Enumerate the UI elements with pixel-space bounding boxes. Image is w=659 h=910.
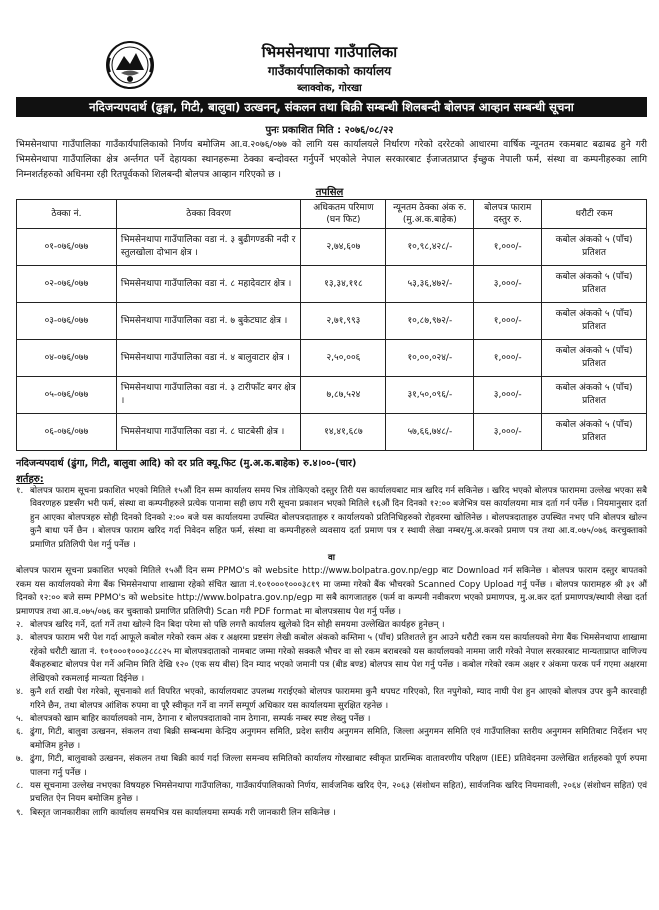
terms-heading: शर्तहरु: — [16, 474, 44, 485]
col-header-min-amount: न्यूनतम ठेक्का अंक रु.(मु.अ.क.बाहेक) — [386, 200, 474, 229]
cell-max-quantity: २,७४,६०७ — [301, 229, 386, 266]
cell-deposit: कबोल अंकको ५ (पाँच) प्रतिशत — [542, 266, 647, 303]
table-row — [17, 414, 647, 451]
cell-max-quantity: २,५०,००६ — [301, 340, 386, 377]
cell-contract-no: ०५-०७६/०७७ — [17, 377, 117, 414]
cell-contract-no: ०६-०७६/०७७ — [17, 414, 117, 451]
cell-deposit: कबोल अंकको ५ (पाँच) प्रतिशत — [542, 414, 647, 451]
table-row — [17, 303, 647, 340]
cell-min-amount: १०,००,०२४/- — [386, 340, 474, 377]
col-header-deposit: धरौटी रकम — [542, 200, 647, 229]
term-item — [16, 713, 647, 726]
term-text: बोलपत्र खरिद गर्ने, दर्ता गर्ने तथा खोल्ने दिन बिदा परेमा सो पछि लगत्तै कार्यालय खुलेको दिन सोही समयमा उल्लेखित कार्यहरु हुनेछन् । — [30, 620, 445, 631]
col-header-max-quantity: अधिकतम परिमाण (घन फिट) — [301, 200, 386, 229]
cell-form-fee: ३,०००/- — [474, 414, 542, 451]
cell-contract-no: ०३-०७६/०७७ — [17, 303, 117, 340]
term-text: बोलपत्र फाराम सूचना प्रकाशित भएको मितिले १५औं दिन सम्म कार्यालय समय भित्र तोकिएको दस्तुर तिरी यस कार्यालयबाट मात्र खरिद गर्न सकिनेछ । खरिद भएको बोलपत्र फाराममा उल्लेख भएका सबै विवरणहरु प्रष्टसँग भरी फर्म, संस्था वा कम्पनीहरुले प्रत्येक पानामा सही छाप गरी सूचना प्रकाशन भएको मितिले १६औं दिन दिनको १२:०० बजेभित्र यस कार्यालयमा मात्र दर्ता गर्न पर्नेछ । नियमानुसार दर्ता हुन आएका बोलपत्रहरु सोही दिनको दिनको २:०० बजे यस कार्यालयमा उपस्थित बोलपत्रदाताहरु र कार्यालयको प्रतिनिधिहरुको रोहवरमा खोलिनेछ । बोलपत्रदाताहरु उपस्थित नभए पनि बोलपत्र खोल्न कुनै बाधा पर्ने छैन । बोलपत्र फाराम खरिद गर्दा निवेदन सहित फर्म, संस्था वा कम्पनीहरुले व्यवसाय दर्ता प्रमाण पत्र र स्थायी लेखा नम्बर/मु.अ.करको प्रमाण पत्र तथा आ.व.०७५/०७६ करचुक्ताको प्रमाणित प्रतिलिपी पेश गर्नु पर्नेछ । — [30, 486, 647, 550]
office-name: गाउँकार्यपालिकाको कार्यालय — [267, 64, 392, 78]
term-number: ३. — [16, 633, 24, 644]
cell-max-quantity: २,७१,९९३ — [301, 303, 386, 340]
cell-description: भिमसेनथापा गाउँपालिका वडा नं. ४ बालुवाटार क्षेत्र । — [116, 340, 301, 377]
online-bid-paragraph: बोलपत्र फाराम सूचना प्रकाशित भएको मितिले १५औं दिन सम्म PPMO's को website http://www.bolpatra.gov.np/egp बाट Download गर्न सकिनेछ । बोलपत्र फाराम दस्तुर बापतको रकम यस कार्यालयको मेगा बैंक भिमसेनथापा शाखामा रहेको संचित खाता नं.१०१०००१०००३८१९ मा जम्मा गरेको बैंक भौचरको Scanned Copy Upload गर्नु पर्नेछ । बोलपत्र फारामहरु श्री ३१ औं दिनको १२:०० बजे सम्म PPMO's को website http://www.bolpatra.gov.np/egp मा सबै कागजातहरु (फर्म वा कम्पनी नवीकरण भएको प्रमाणपत्र, मु.अ.कर दर्ता प्रमाणपत्र/स्थायी लेखा दर्ता प्रमाणपत्र तथा आ.व.०७५/०७६ कर चुक्ताको प्रमाणित प्रतिलिपी) Scan गरी PDF format मा बोलपत्रसाथ पेश गर्नु पर्नेछ । — [16, 566, 647, 617]
cell-form-fee: ३,०००/- — [474, 377, 542, 414]
cell-max-quantity: ७,८७,५२४ — [301, 377, 386, 414]
table-row — [17, 266, 647, 303]
term-item — [16, 686, 647, 713]
cell-max-quantity: १३,३४,११८ — [301, 266, 386, 303]
or-separator: वा — [327, 553, 335, 564]
col-header-contract-no: ठेक्का नं. — [17, 200, 117, 229]
intro-paragraph: भिमसेनथापा गाउँपालिका गाउँकार्यपालिकाको निर्णय बमोजिम आ.व.२०७६/०७७ को लागि यस कार्यालयले निर्धारण गरेको दररेटको आधारमा वार्षिक न्यूनतम रकमबाट बढाबढ हुने गरी भिमसेनथापा गाउँपालिका क्षेत्र अर्न्तगत पर्ने देहायका स्थानहरूमा ठेक्का बन्दोवस्त गर्नुपर्ने भएकोले नेपाल सरकारबाट ईजाजतप्राप्त ईच्छुक नेपाली फर्म, संस्था वा कम्पनीहरुका लागि निम्नशर्तहरुको अधिनमा रही रितपूर्वकको शिलबन्दी बोलपत्र आव्हान गरिएको छ । — [16, 139, 647, 180]
cell-description: भिमसेनथापा गाउँपालिका वडा नं. ३ बुढीगण्डकी नदी र स्तुलखोला दोभान क्षेत्र । — [116, 229, 301, 266]
term-number: ७. — [16, 754, 24, 765]
table-header-row — [17, 200, 647, 229]
notice-title-banner: नदिजन्यपदार्थ (ढुङ्गा, गिटी, बालुवा) उत्खनन्, संकलन तथा बिक्री सम्बन्धी शिलबन्दी बोलपत्र आव्हान सम्बन्धी सूचना — [16, 97, 647, 117]
table-row — [17, 377, 647, 414]
term-item — [16, 807, 647, 820]
term-number: ५. — [16, 713, 24, 724]
term-text: यस सूचनामा उल्लेख नभएका विषयहरु भिमसेनथापा गाउँपालिका, गाउँकार्यपालिकाको निर्णय, सार्वजनिक खरिद ऐन, २०६३ (संशोधन सहित), सार्वजनिक खरिद नियमावली, २०६४ (संशोधन सहित) एवं प्रचलित ऐन नियम बमोजिम हुनेछ । — [30, 780, 647, 805]
cell-min-amount: ५३,३६,४७२/- — [386, 266, 474, 303]
cell-form-fee: १,०००/- — [474, 229, 542, 266]
cell-description: भिमसेनथापा गाउँपालिका वडा नं. ८ महादेवटार क्षेत्र । — [116, 266, 301, 303]
cell-contract-no: ०२-०७६/०७७ — [17, 266, 117, 303]
cell-description: भिमसेनथापा गाउँपालिका वडा नं. ८ घाटबेसी क्षेत्र । — [116, 414, 301, 451]
term-item — [16, 726, 647, 753]
table-row — [17, 229, 647, 266]
republished-date: पुनः प्रकाशित मिति : २०७६/०८/२२ — [265, 125, 394, 136]
term-number: ८. — [16, 780, 24, 791]
cell-deposit: कबोल अंकको ५ (पाँच) प्रतिशत — [542, 340, 647, 377]
cell-description: भिमसेनथापा गाउँपालिका वडा नं. ३ टारीफाँट बगर क्षेत्र । — [116, 377, 301, 414]
col-header-description: ठेक्का विवरण — [116, 200, 301, 229]
office-address: ब्लाक्वोक, गोरखा — [297, 83, 362, 94]
term-number: २. — [16, 620, 24, 631]
cell-contract-no: ०४-०७६/०७७ — [17, 340, 117, 377]
bid-schedule-table — [16, 199, 647, 451]
terms-list — [16, 485, 647, 820]
col-header-form-fee: बोलपत्र फाराम दस्तुर रु. — [474, 200, 542, 229]
cell-description: भिमसेनथापा गाउँपालिका वडा नं. ७ बुकेटघाट क्षेत्र । — [116, 303, 301, 340]
cell-deposit: कबोल अंकको ५ (पाँच) प्रतिशत — [542, 303, 647, 340]
org-name: भिमसेनथापा गाउँपालिका — [261, 43, 398, 61]
term-text: बोलपत्र फाराम भरी पेश गर्दा आफूले कबोल गरेको रकम अंक र अक्षरमा प्रष्टसंग लेखी कबोल अंकको कम्तिमा ५ (पाँच) प्रतिशतले हुन आउने धरौटी रकम यस कार्यालयको मेगा बैंक भिमसेनथापा शाखामा रहेको धरौटी खाता नं. १०१०००१०००३८८८२५ मा बोलपत्रदाताको नामबाट जम्मा गरेको सक्कलै भौचर वा सो रकम बराबरको यस कार्यालयको नाममा जारी गरेको नेपाल सरकारबाट मान्यताप्राप्त वाणिज्य बैंकहरुबाट बोलपत्र पेश गर्ने अन्तिम मिति देखि १२० (एक सय बीस) दिन म्याद भएको जमानी पत्र (बीड बण्ड) बोलपत्र साथ पेश गर्नु पर्नेछ । कबोल गरेको रकम अक्षर र अंकमा फरक पर्न गएमा अक्षरमा लेखिएको रकमलाई मान्यता दिईनेछ । — [30, 633, 647, 684]
cell-min-amount: ३१,५०,०९६/- — [386, 377, 474, 414]
cell-form-fee: १,०००/- — [474, 303, 542, 340]
term-text: बोलपत्रको खाम बाहिर कार्यालयको नाम, ठेगाना र बोलपत्रदाताको नाम ठेगाना, सम्पर्क नम्बर स्पष्ट लेख्नु पर्नेछ । — [30, 713, 371, 724]
cell-min-amount: ५७,६६,७४८/- — [386, 414, 474, 451]
term-item — [16, 753, 647, 780]
cell-deposit: कबोल अंकको ५ (पाँच) प्रतिशत — [542, 377, 647, 414]
letterhead — [0, 0, 659, 100]
term-item — [16, 619, 647, 632]
term-text: ढुंगा, गिटी, बालुवा उत्खनन, संकलन तथा बिक्री सम्बन्धमा केन्द्रिय अनुगमन समिति, प्रदेश स्तरीय अनुगमन समिति, जिल्ला अनुगमन समिति एवं गाउँपालिका स्तरीय अनुगमन समितिबाट निर्देशन भए बमोजिम हुनेछ । — [30, 727, 647, 751]
cell-form-fee: १,०००/- — [474, 340, 542, 377]
term-text: ढुंगा, गिटी, बालुवाको उत्खनन, संकलन तथा बिक्री कार्य गर्दा जिल्ला समन्वय समितिको कार्यालय गोरखाबाट स्वीकृत प्रारम्भिक वातावरणीय परिक्षण (IEE) प्रतिवेदनमा उल्लेखित शर्तहरुको पूर्ण रुपमा पालना गर्नु पर्नेछ । — [30, 754, 647, 778]
cell-max-quantity: १४,४१,६८७ — [301, 414, 386, 451]
term-text: बिस्तृत जानकारीका लागि कार्यालय समयभित्र यस कार्यालयमा सम्पर्क गरी जानकारी लिन सकिनेछ । — [30, 807, 336, 818]
term-text: कुनै शर्त राखी पेश गरेको, सूचनाको शर्त विपरित भएको, कार्यालयबाट उपलब्ध गराईएको बोलपत्र फाराममा कुनै थपघट गरिएको, रित नपुगेको, म्याद नाघी पेश हुन आएको बोलपत्र उपर कुनै कारवाही गरिने छैन, तथा बोलपत्र आंशिक रुपमा वा पूरै स्वीकृत गर्ने वा नगर्ने सम्पूर्ण अधिकार यस कार्यालयमा सुरक्षित रहनेछ । — [30, 687, 647, 711]
cell-contract-no: ०१-०७६/०७७ — [17, 229, 117, 266]
cell-deposit: कबोल अंकको ५ (पाँच) प्रतिशत — [542, 229, 647, 266]
term-item — [16, 780, 647, 807]
term-number: ९. — [16, 807, 24, 818]
term-item — [16, 632, 647, 686]
table-row — [17, 340, 647, 377]
schedule-title: तपसिल — [315, 187, 344, 198]
cell-min-amount: १०,८७,९७२/- — [386, 303, 474, 340]
rate-line: नदिजन्यपदार्थ (ढुंगा, गिटी, बालुवा आदि) को दर प्रति क्यू.फिट (मु.अ.क.बाहेक) रु.४।००-(चार) — [16, 458, 357, 469]
cell-form-fee: ३,०००/- — [474, 266, 542, 303]
term-item — [16, 485, 647, 552]
cell-min-amount: १०,९८,४२८/- — [386, 229, 474, 266]
term-number: १. — [16, 486, 24, 496]
term-number: ६. — [16, 727, 24, 738]
term-number: ४. — [16, 687, 24, 698]
